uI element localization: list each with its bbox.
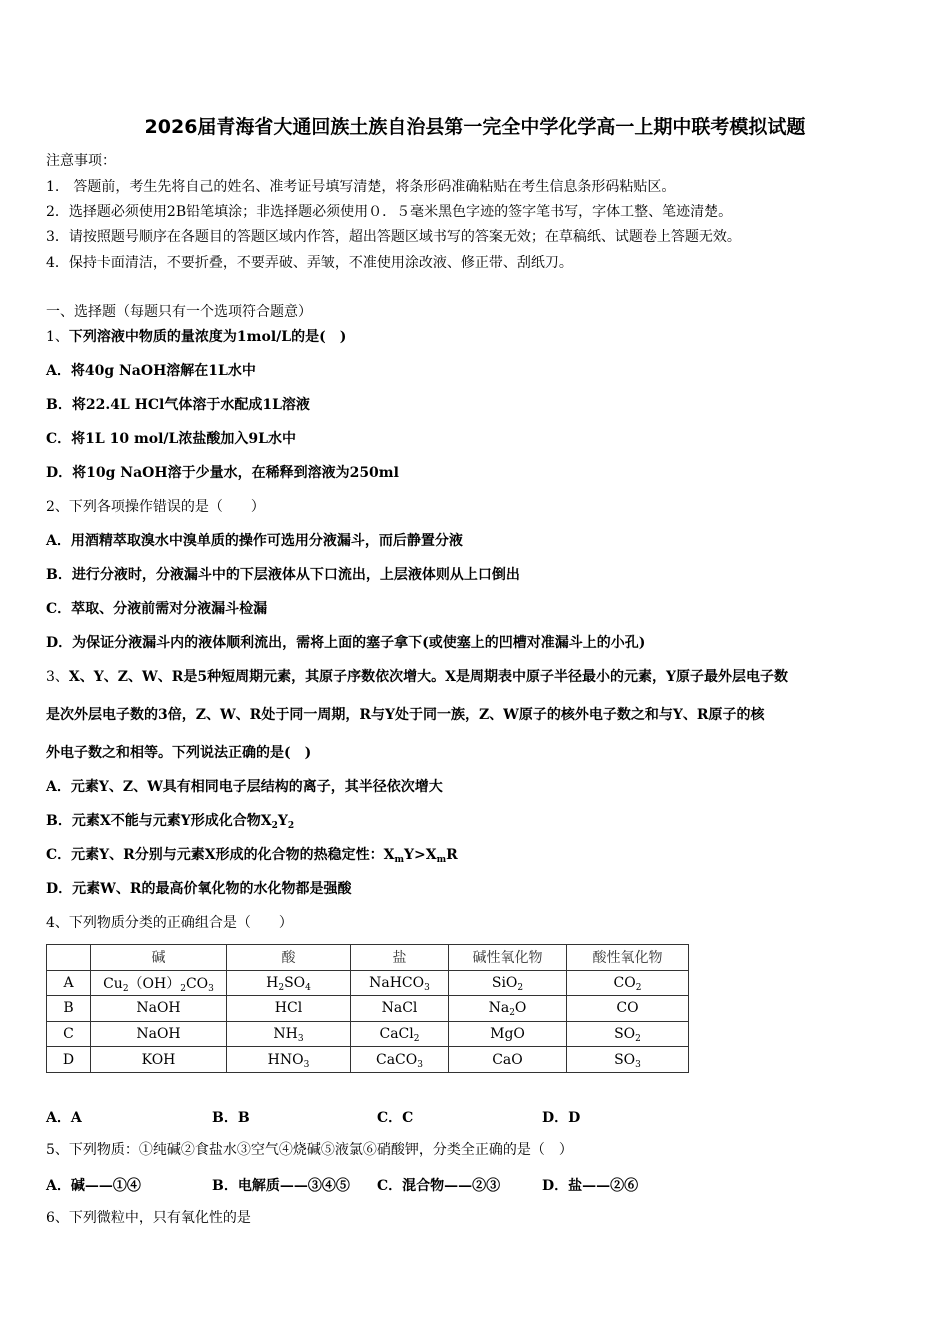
question-text: 下列各项操作错误的是（ ） [68, 499, 265, 515]
question-3-stem [46, 668, 788, 686]
table-header-cell: 酸性氧化物 [567, 945, 689, 971]
row-label: C [47, 1021, 91, 1047]
question-6-stem [46, 1209, 251, 1227]
q4-option-a: A．A [46, 1110, 82, 1126]
table-cell-salt: CaCO$_3$ [351, 1047, 449, 1073]
table-cell-acidic-oxide: CO [567, 996, 689, 1022]
table-cell-acid: $HNO_3$ [227, 1047, 351, 1073]
table-header-cell: 碱性氧化物 [449, 945, 567, 971]
question-1-stem [46, 328, 346, 346]
q1-option-c: C．将1L 10 mol/L浓盐酸加入9L水中 [46, 431, 296, 447]
table-cell-acidic-oxide: $SO_2$ [567, 1021, 689, 1047]
q5-option-b: B．电解质——③④⑤ [212, 1178, 350, 1194]
notice-item-3: 3．请按照题号顺序在各题目的答题区域内作答，超出答题区域书写的答案无效；在草稿纸、试题卷上答题无效。 [46, 229, 741, 245]
table-cell-base: $Cu_2(OH)_2CO_3$ [91, 970, 227, 996]
table-cell-basic-oxide: $Na_2O$ [449, 996, 567, 1022]
question-3-stem-line-2: 是次外层电子数的3倍，Z、W、R处于同一周期，R与Y处于同一族，Z、W原子的核外电子数之和与Y、R原子的核 [46, 707, 765, 723]
table-row [47, 1021, 689, 1047]
classification-table [46, 944, 689, 1073]
question-2-stem [46, 498, 265, 516]
q4-option-c: C．C [377, 1110, 414, 1126]
table-cell-acid: $H_2SO_4$ [227, 970, 351, 996]
notice-heading: 注意事项： [46, 153, 116, 169]
question-3-stem-line-3: 外电子数之和相等。下列说法正确的是( ) [46, 745, 312, 761]
table-header-row [47, 945, 689, 971]
table-cell-basic-oxide: MgO [449, 1021, 567, 1047]
table-cell-acidic-oxide: $CO_2$ [567, 970, 689, 996]
q5-option-d: D．盐——②⑥ [542, 1178, 639, 1194]
q3-option-b: B．元素X不能与元素Y形成化合物$X_2Y_2$ [46, 813, 295, 831]
question-text: 下列物质：①纯碱②食盐水③空气④烧碱⑤液氯⑥硝酸钾，分类全正确的是（ ） [68, 1142, 573, 1158]
question-4-stem [46, 914, 293, 932]
question-number: 2、 [46, 499, 69, 515]
q5-option-c: C．混合物——②③ [377, 1178, 501, 1194]
q5-option-a: A．碱——①④ [46, 1178, 141, 1194]
q4-option-d: D．D [542, 1110, 581, 1126]
table-row [47, 996, 689, 1022]
table-cell-salt: NaCl [351, 996, 449, 1022]
q5-options [46, 1175, 746, 1193]
table-cell-salt: NaHCO$_3$ [351, 970, 449, 996]
question-number: 5、 [46, 1142, 69, 1158]
row-label: D [47, 1047, 91, 1073]
table-cell-basic-oxide: CaO [449, 1047, 567, 1073]
table-cell-salt: CaCl$_2$ [351, 1021, 449, 1047]
q3-option-d: D．元素W、R的最高价氧化物的水化物都是强酸 [46, 881, 352, 897]
question-number: 4、 [46, 915, 69, 931]
table-header-cell: 酸 [227, 945, 351, 971]
q2-option-a: A．用酒精萃取溴水中溴单质的操作可选用分液漏斗，而后静置分液 [46, 533, 463, 549]
table-cell-base: NaOH [91, 996, 227, 1022]
table-row [47, 1047, 689, 1073]
question-text: 下列物质分类的正确组合是（ ） [68, 915, 293, 931]
question-number: 6、 [46, 1210, 69, 1226]
section-heading: 一、选择题（每题只有一个选项符合题意） [46, 304, 312, 320]
question-number: 1、 [46, 329, 69, 345]
q4-options [46, 1107, 746, 1125]
question-text: X、Y、Z、W、R是5种短周期元素，其原子序数依次增大。X是周期表中原子半径最小的元素，Y原子最外层电子数 [68, 669, 788, 685]
q3-option-c: C．元素Y、R分别与元素X形成的化合物的热稳定性：$X_mY>X_mR$ [46, 847, 458, 865]
q2-option-c: C．萃取、分液前需对分液漏斗检漏 [46, 601, 268, 617]
question-number: 3、 [46, 669, 69, 685]
notice-item-1: 1. 答题前，考生先将自己的姓名、准考证号填写清楚，将条形码准确粘贴在考生信息条形码粘贴区。 [46, 179, 676, 195]
page-title: 2026届青海省大通回族土族自治县第一完全中学化学高一上期中联考模拟试题 [144, 116, 806, 138]
q2-option-d: D．为保证分液漏斗内的液体顺利流出，需将上面的塞子拿下(或使塞上的凹槽对准漏斗上的小孔) [46, 635, 646, 651]
q3-option-a: A．元素Y、Z、W具有相同电子层结构的离子，其半径依次增大 [46, 779, 443, 795]
notice-item-2: 2．选择题必须使用2B铅笔填涂；非选择题必须使用０．５毫米黑色字迹的签字笔书写，字体工整、笔迹清楚。 [46, 204, 733, 220]
table-row [47, 970, 689, 996]
table-cell-basic-oxide: SiO$_2$ [449, 970, 567, 996]
table-header-cell: 盐 [351, 945, 449, 971]
row-label: B [47, 996, 91, 1022]
row-label: A [47, 970, 91, 996]
table-header-cell [47, 945, 91, 971]
q1-option-a: A．将40g NaOH溶解在1L水中 [46, 363, 256, 379]
table-cell-acid: $NH_3$ [227, 1021, 351, 1047]
notice-item-4: 4．保持卡面清洁，不要折叠，不要弄破、弄皱，不准使用涂改液、修正带、刮纸刀。 [46, 255, 573, 271]
table-cell-base: NaOH [91, 1021, 227, 1047]
q1-option-b: B．将22.4L HCl气体溶于水配成1L溶液 [46, 397, 310, 413]
q4-option-b: B．B [212, 1110, 250, 1126]
q1-option-d: D．将10g NaOH溶于少量水，在稀释到溶液为250ml [46, 465, 399, 481]
table-cell-base: KOH [91, 1047, 227, 1073]
table-header-cell: 碱 [91, 945, 227, 971]
question-5-stem [46, 1141, 573, 1159]
table-cell-acidic-oxide: $SO_3$ [567, 1047, 689, 1073]
table-cell-acid: HCl [227, 996, 351, 1022]
q2-option-b: B．进行分液时，分液漏斗中的下层液体从下口流出，上层液体则从上口倒出 [46, 567, 520, 583]
question-text: 下列微粒中，只有氧化性的是 [68, 1210, 251, 1226]
question-text: 下列溶液中物质的量浓度为1mol/L的是( ) [68, 329, 347, 345]
